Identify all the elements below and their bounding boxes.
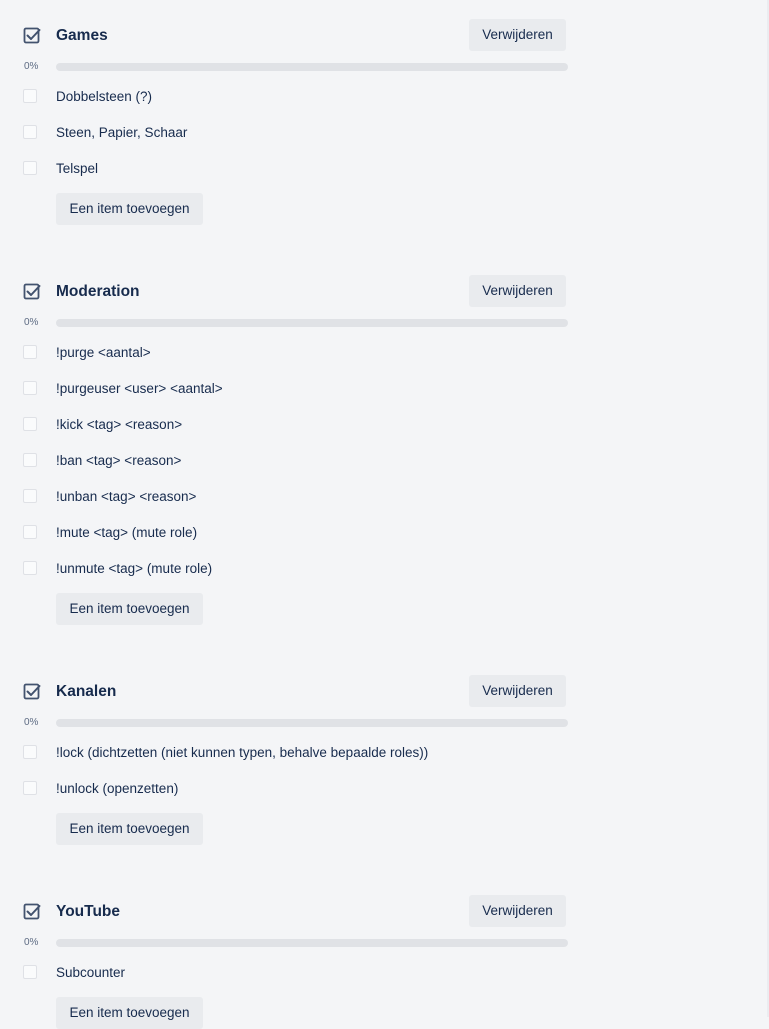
progress-bar (56, 63, 568, 71)
checklist-items (0, 335, 600, 625)
checklist-icon (22, 682, 42, 702)
checklist-progress (0, 61, 600, 73)
checklist-header (0, 19, 600, 55)
delete-checklist-button[interactable]: Verwijderen (469, 275, 566, 307)
checklist-item-checkbox[interactable] (23, 781, 37, 795)
checklist-item-checkbox[interactable] (23, 745, 37, 759)
add-item-button[interactable]: Een item toevoegen (56, 997, 203, 1029)
delete-checklist-button[interactable]: Verwijderen (469, 675, 566, 707)
checklist-title: Kanalen (56, 683, 117, 700)
checklist-items (0, 735, 600, 845)
progress-bar (56, 719, 568, 727)
checklist-item-label[interactable]: !purge <aantal> (56, 345, 151, 360)
checklist-title: YouTube (56, 903, 120, 920)
delete-checklist-button[interactable]: Verwijderen (469, 895, 566, 927)
checklist-item-label[interactable]: !kick <tag> <reason> (56, 417, 183, 432)
add-item-button[interactable]: Een item toevoegen (56, 813, 203, 845)
checklist-item-label[interactable]: !unmute <tag> (mute role) (56, 561, 213, 576)
checklist-progress (0, 717, 600, 729)
checklist-item[interactable] (0, 735, 600, 771)
checklist-item-checkbox[interactable] (23, 525, 37, 539)
add-item-button[interactable]: Een item toevoegen (56, 593, 203, 625)
checklist-item[interactable] (0, 443, 600, 479)
checklist-item[interactable] (0, 79, 600, 115)
checklist-icon (22, 282, 42, 302)
progress-percentage: 0% (24, 317, 39, 328)
checklist-item-label[interactable]: Subcounter (56, 965, 126, 980)
progress-percentage: 0% (24, 937, 39, 948)
checklist-item-label[interactable]: Dobbelsteen (?) (56, 89, 153, 104)
checklist-title: Moderation (56, 283, 140, 300)
checklist-item-checkbox[interactable] (23, 381, 37, 395)
checklist-item-label[interactable]: !lock (dichtzetten (niet kunnen typen, behalve bepaalde roles)) (56, 745, 429, 760)
checklist-item[interactable] (0, 551, 600, 587)
progress-percentage: 0% (24, 717, 39, 728)
checklist-item-label[interactable]: Steen, Papier, Schaar (56, 125, 188, 140)
checklist-header (0, 895, 600, 931)
checklist-header (0, 275, 600, 311)
checklist-item-checkbox[interactable] (23, 965, 37, 979)
checklist-item[interactable] (0, 407, 600, 443)
checklist-item-label[interactable]: !purgeuser <user> <aantal> (56, 381, 223, 396)
checklist-item-checkbox[interactable] (23, 489, 37, 503)
checklist-item[interactable] (0, 771, 600, 807)
progress-bar (56, 939, 568, 947)
checklist-icon (22, 26, 42, 46)
checklist-item-label[interactable]: Telspel (56, 161, 99, 176)
checklist-header (0, 675, 600, 711)
checklist-item-label[interactable]: !ban <tag> <reason> (56, 453, 182, 468)
checklist-item-checkbox[interactable] (23, 345, 37, 359)
checklist-item-label[interactable]: !mute <tag> (mute role) (56, 525, 198, 540)
checklist-item-label[interactable]: !unlock (openzetten) (56, 781, 179, 796)
delete-checklist-button[interactable]: Verwijderen (469, 19, 566, 51)
checklist-progress (0, 317, 600, 329)
checklist-item-checkbox[interactable] (23, 417, 37, 431)
checklist-title: Games (56, 27, 108, 44)
checklist-item[interactable] (0, 151, 600, 187)
checklist-icon (22, 902, 42, 922)
checklist-item-checkbox[interactable] (23, 161, 37, 175)
checklist-item[interactable] (0, 371, 600, 407)
checklist-item-checkbox[interactable] (23, 561, 37, 575)
checklist-item-checkbox[interactable] (23, 453, 37, 467)
checklist-item[interactable] (0, 515, 600, 551)
progress-percentage: 0% (24, 61, 39, 72)
checklist-item[interactable] (0, 479, 600, 515)
checklist-item[interactable] (0, 115, 600, 151)
checklist-item-checkbox[interactable] (23, 89, 37, 103)
checklist-item-checkbox[interactable] (23, 125, 37, 139)
progress-bar (56, 319, 568, 327)
checklist-item[interactable] (0, 335, 600, 371)
add-item-button[interactable]: Een item toevoegen (56, 193, 203, 225)
checklist-items (0, 79, 600, 225)
checklist-item[interactable] (0, 955, 600, 991)
checklist-items (0, 955, 600, 1029)
checklist-progress (0, 937, 600, 949)
checklist-item-label[interactable]: !unban <tag> <reason> (56, 489, 197, 504)
